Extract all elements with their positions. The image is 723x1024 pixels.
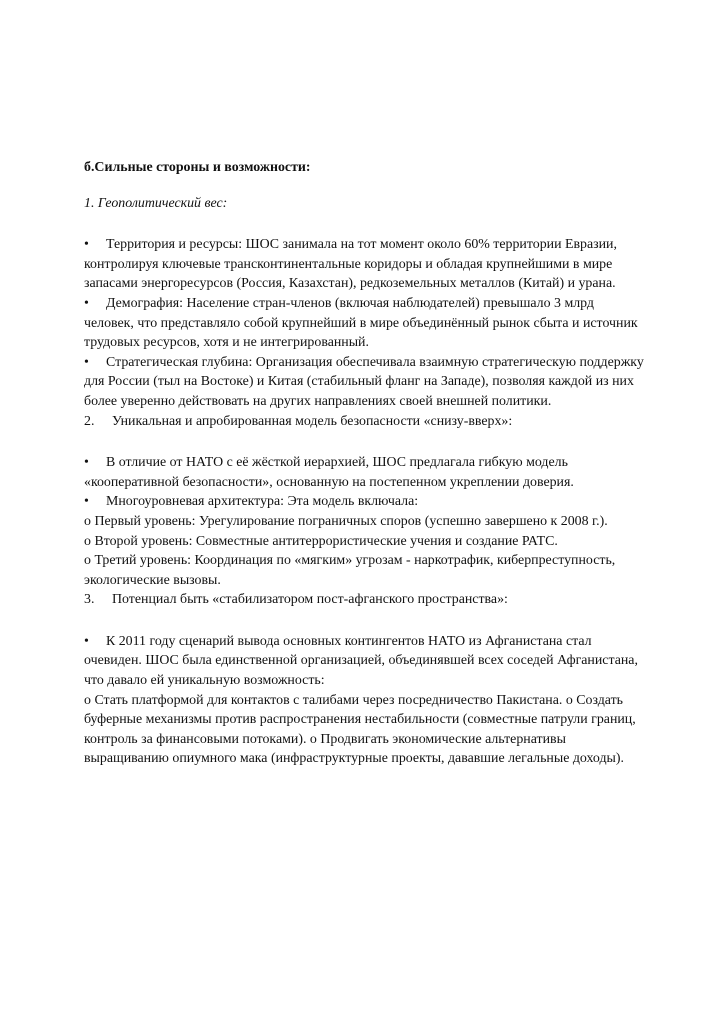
part3-bullets [84,632,644,769]
bullet-item [84,294,644,353]
bullet-item [84,492,644,512]
bullet-marker: • [84,455,89,471]
sub-item [84,532,644,552]
sub-text-second-level: Второй уровень: Совместные антитеррористические учения и создание РАТС. [94,533,558,549]
bullet-marker: • [84,237,89,253]
bullet-marker: • [84,354,89,370]
sub-text-first-level: Первый уровень: Урегулирование пограничных споров (успешно завершено к 2008 г.). [94,513,608,529]
bullet-item [84,453,644,492]
document-content [84,158,644,769]
sub-marker: o [84,533,91,549]
bullet-text-strategic-depth: Стратегическая глубина: Организация обеспечивала взаимную стратегическую поддержку для России (тыл на Востоке) и Китая (стабильный фланг на Западе), позволяя каждой из них более уверенно действовать на других направлениях своей внешней политики. [84,354,644,409]
sub-item [84,512,644,532]
bullet-text-afghanistan: К 2011 году сценарий вывода основных контингентов НАТО из Афганистана стал очевиден. ШОС была единственной организацией, объединявшей всех соседей Афганистана, что давало ей уникальную возможность: [84,633,638,689]
sub-paragraph [84,691,644,769]
bullet-item [84,353,644,412]
section-number: 2. [84,413,95,429]
section-heading: б.Сильные стороны и возможности: [84,160,311,175]
subsection-title-geopolitical-weight: 1. Геополитический вес: [84,195,228,211]
sub-item [84,551,644,590]
bullet-text-nato-comparison: В отличие от НАТО с её жёсткой иерархией, ШОС предлагала гибкую модель «кооперативной безопасности», основанную на постепенном укреплении доверия. [84,455,574,490]
section-number: 3. [84,592,95,608]
sub-text-third-level: Третий уровень: Координация по «мягким» угрозам - наркотрафик, киберпреступность, экологические вызовы. [84,553,616,588]
sub-marker: o [84,692,91,708]
part2-bullets [84,453,644,590]
part1-bullets [84,235,644,411]
bullet-marker: • [84,494,89,510]
bullet-marker: • [84,295,89,311]
subsection-title-security-model [84,412,644,432]
bullet-text-architecture: Многоуровневая архитектура: Эта модель включала: [106,494,419,510]
bullet-marker: • [84,633,89,649]
sub-marker: o [84,513,91,529]
sub-text-opportunities: Стать платформой для контактов с талибами через посредничество Пакистана. o Создать буферные механизмы против распространения нестабильности (совместные патрули границ, контроль за финансовыми потоками). o Продвигать экономические альтернативы выращиванию опиумного мака (инфраструктурные проекты, дававшие легальные доходы). [84,692,636,767]
sub-marker: o [84,553,91,569]
bullet-item [84,235,644,294]
subsection-title-stabilizer [84,590,644,610]
section-title-text: Уникальная и апробированная модель безопасности «снизу-вверх»: [112,413,513,429]
bullet-text-territory: Территория и ресурсы: ШОС занимала на тот момент около 60% территории Евразии, контролируя ключевые трансконтинентальные коридоры и обладая крупнейшими в мире запасами энергоресурсов (Россия, Казахстан), редкоземельных металлов (Китай) и урана. [84,237,617,292]
section-title-text: Потенциал быть «стабилизатором пост-афганского пространства»: [112,592,508,608]
bullet-item [84,632,644,691]
bullet-text-demography: Демография: Население стран-членов (включая наблюдателей) превышало 3 млрд человек, что представляло собой крупнейший в мире объединённый рынок сбыта и источник трудовых ресурсов, хотя и не интегрированный. [84,295,638,351]
